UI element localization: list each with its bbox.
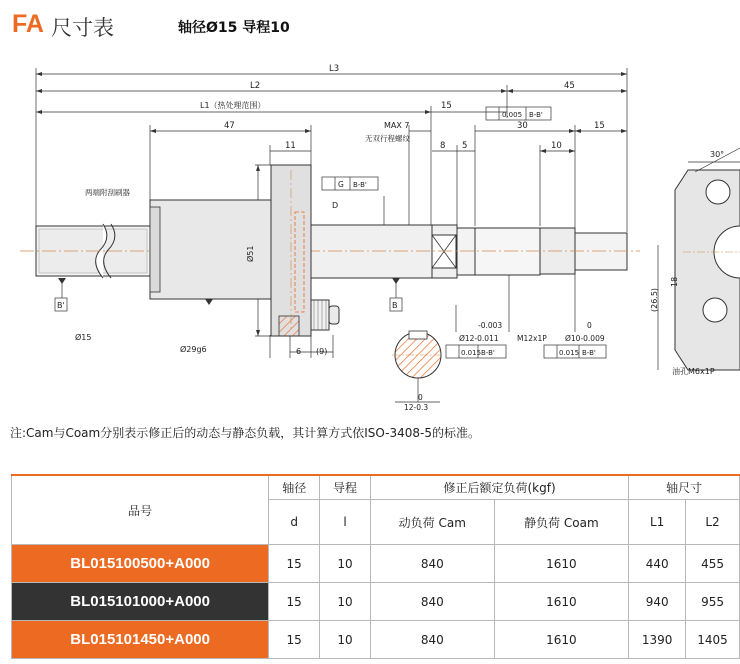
dim-15-top: 15 xyxy=(441,101,452,111)
dim-45: 45 xyxy=(564,81,575,91)
tol-g-ref: B-B' xyxy=(353,181,367,189)
cell-L1: 440 xyxy=(629,545,686,583)
cell-cam: 840 xyxy=(370,621,494,659)
page-header xyxy=(0,0,740,52)
header-shaft-size: 轴尺寸 xyxy=(629,475,740,500)
dim-5: 5 xyxy=(462,141,468,151)
cell-d: 15 xyxy=(269,583,320,621)
cell-L2: 1405 xyxy=(686,621,740,659)
label-oil-hole: 油孔M6x1P xyxy=(672,367,715,376)
table-row xyxy=(12,583,740,621)
gtol-1-value: 0.015 xyxy=(461,349,482,357)
dim-47: 47 xyxy=(224,121,235,131)
header-part-no: 品号 xyxy=(12,475,269,545)
tol-g: G xyxy=(338,180,344,189)
keyway-section xyxy=(392,331,444,378)
cell-L2: 955 xyxy=(686,583,740,621)
dim-l3: L3 xyxy=(329,64,340,74)
header-lead: 导程 xyxy=(320,475,371,500)
gtol-1-ref: B-B' xyxy=(481,349,495,357)
dim-30: 30 xyxy=(517,121,528,131)
tol-b-main: Ø10-0.009 xyxy=(565,334,605,343)
label-wiper: 两端附刮刷器 xyxy=(85,188,130,197)
thread-m12: M12x1P xyxy=(517,334,547,343)
spec-table xyxy=(11,474,740,659)
dim-6: 6 xyxy=(296,347,302,356)
footnote: 注:Cam与Coam分别表示修正后的动态与静态负载，其计算方式依ISO-3408-5的标准。 xyxy=(10,426,481,440)
page-subtitle: 轴径Ø15 导程10 xyxy=(178,20,290,36)
part-number[interactable]: BL015101450+A000 xyxy=(12,621,269,659)
dim-18: 18 xyxy=(670,276,679,287)
dim-9: (9) xyxy=(316,347,328,356)
cell-d: 15 xyxy=(269,621,320,659)
title-text: 尺寸表 xyxy=(51,16,114,40)
tol-a-main: Ø12-0.011 xyxy=(459,334,499,343)
ball-nut xyxy=(150,165,339,336)
label-no-thread: 无双行程螺纹 xyxy=(365,134,410,143)
dim-10: 10 xyxy=(551,141,562,151)
mount-flange-partial xyxy=(675,148,740,370)
dim-11: 11 xyxy=(285,141,296,151)
gtol-2-ref: B-B' xyxy=(582,349,596,357)
dim-l2: L2 xyxy=(250,81,261,91)
gtol-2-value: 0.015 xyxy=(559,349,580,357)
cell-L2: 455 xyxy=(686,545,740,583)
header-cam: 动负荷 Cam xyxy=(370,500,494,545)
cell-d: 15 xyxy=(269,545,320,583)
header-shaft-dia: 轴径 xyxy=(269,475,320,500)
cell-coam: 1610 xyxy=(494,545,629,583)
datum-b: B xyxy=(392,301,398,310)
screw-shaft xyxy=(20,224,640,278)
key-upper: 0 xyxy=(418,393,423,402)
cell-coam: 1610 xyxy=(494,621,629,659)
dim-phi29: Ø29g6 xyxy=(180,345,207,354)
dim-l1: L1（热处理范围） xyxy=(200,101,266,110)
cell-cam: 840 xyxy=(370,583,494,621)
tol-a-upper: -0.003 xyxy=(478,321,503,330)
part-number[interactable]: BL015100500+A000 xyxy=(12,545,269,583)
cell-l: 10 xyxy=(320,621,371,659)
cell-L1: 1390 xyxy=(629,621,686,659)
table-row xyxy=(12,545,740,583)
datum-b-prime: B' xyxy=(57,301,65,310)
dim-15-right: 15 xyxy=(594,121,605,131)
dim-max7: MAX 7 xyxy=(384,121,410,130)
cell-l: 10 xyxy=(320,583,371,621)
cell-L1: 940 xyxy=(629,583,686,621)
tol-runout-value: 0.005 xyxy=(502,111,523,119)
tol-b-upper: 0 xyxy=(587,321,592,330)
table-header-row-1 xyxy=(12,475,740,500)
part-number[interactable]: BL015101000+A000 xyxy=(12,583,269,621)
dim-8: 8 xyxy=(440,141,446,151)
dim-phi15: Ø15 xyxy=(75,333,92,342)
cell-l: 10 xyxy=(320,545,371,583)
angle-30: 30° xyxy=(710,150,725,159)
header-load-group: 修正后额定负荷(kgf) xyxy=(370,475,628,500)
label-d: D xyxy=(332,201,339,210)
header-coam: 静负荷 Coam xyxy=(494,500,629,545)
header-l: l xyxy=(320,500,371,545)
title-code: FA xyxy=(12,10,44,38)
key-main: 12-0.3 xyxy=(404,403,429,412)
dim-phi51: Ø51 xyxy=(246,245,255,262)
tol-runout-ref: B-B' xyxy=(529,111,543,119)
ball-screw-drawing xyxy=(0,52,740,416)
header-L1: L1 xyxy=(629,500,686,545)
header-L2: L2 xyxy=(686,500,740,545)
header-d: d xyxy=(269,500,320,545)
cell-coam: 1610 xyxy=(494,583,629,621)
table-row xyxy=(12,621,740,659)
dim-26-5: (26.5) xyxy=(650,287,659,312)
cell-cam: 840 xyxy=(370,545,494,583)
